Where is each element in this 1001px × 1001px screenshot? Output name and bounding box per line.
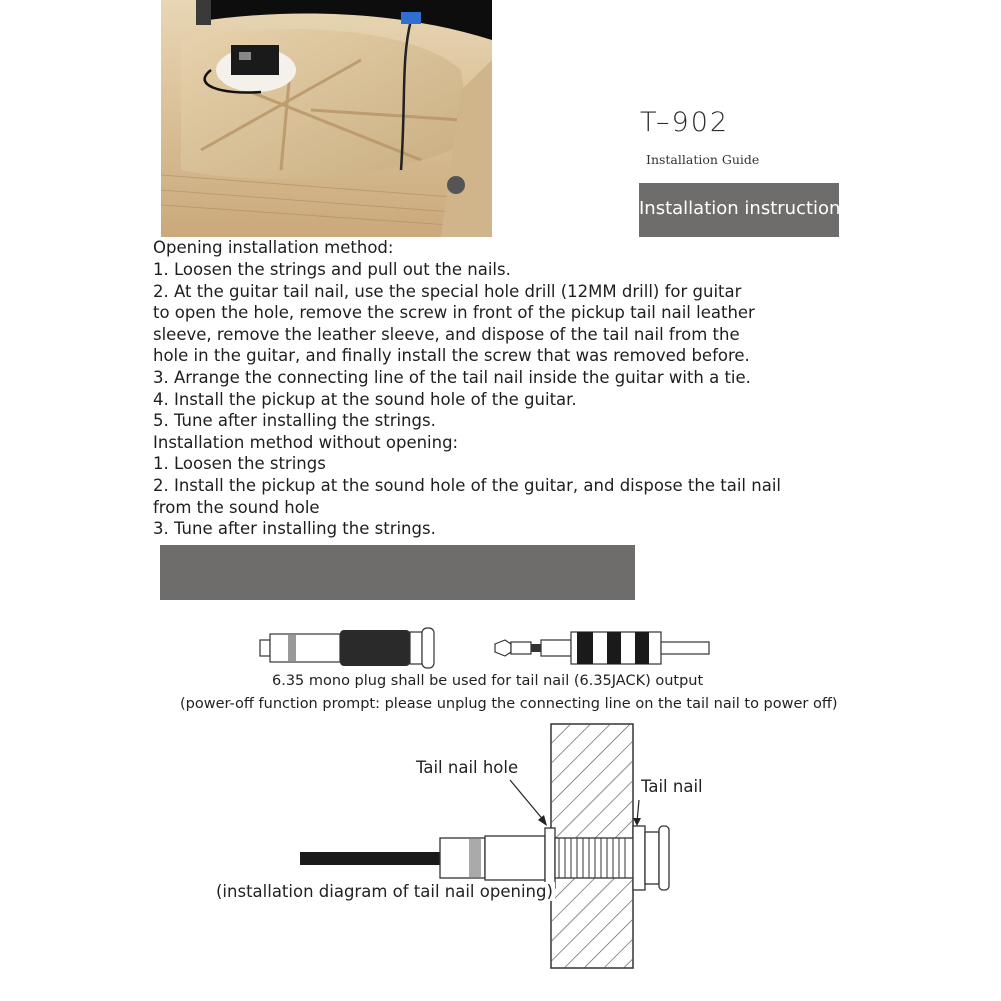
diagram-caption: (installation diagram of tail nail opening) [216,882,553,901]
power-off-note: (power-off function prompt: please unplug the connecting line on the tail nail to power off) [180,696,838,712]
tail-nail-jack-icon [260,628,434,668]
tail-nail-hole-label: Tail nail hole [416,758,519,777]
tail-nail-label: Tail nail [641,777,703,796]
instruction-line: Opening installation method: [153,238,394,257]
instruction-line: hole in the guitar, and finally install the screw that was removed before. [153,346,750,365]
instruction-line: 1. Loosen the strings [153,454,326,473]
mono-plug-icon [495,632,709,664]
guide-subtitle: Installation Guide [646,152,760,167]
guitar-interior-photo [161,0,492,237]
plug-illustrations [255,622,725,672]
instruction-line: to open the hole, remove the screw in front of the pickup tail nail leather [153,303,755,322]
plug-caption: 6.35 mono plug shall be used for tail nail (6.35JACK) output [272,673,704,689]
instruction-line: 2. At the guitar tail nail, use the special hole drill (12MM drill) for guitar [153,282,742,301]
instruction-line: 2. Install the pickup at the sound hole of the guitar, and dispose the tail nail [153,476,781,495]
instructions-banner-label: Installation instructions [639,198,850,219]
instruction-line: 3. Tune after installing the strings. [153,519,436,538]
instruction-line: from the sound hole [153,498,320,517]
instruction-line: sleeve, remove the leather sleeve, and dispose of the tail nail from the [153,325,740,344]
instruction-line: 3. Arrange the connecting line of the tail nail inside the guitar with a tie. [153,368,751,387]
instruction-line: 1. Loosen the strings and pull out the nails. [153,260,511,279]
instruction-line: Installation method without opening: [153,433,459,452]
instruction-line: 4. Install the pickup at the sound hole of the guitar. [153,390,577,409]
instruction-line: 5. Tune after installing the strings. [153,411,436,430]
instructions-banner [639,183,850,237]
gray-divider-bar [160,545,635,600]
model-number: T–902 [640,107,730,138]
